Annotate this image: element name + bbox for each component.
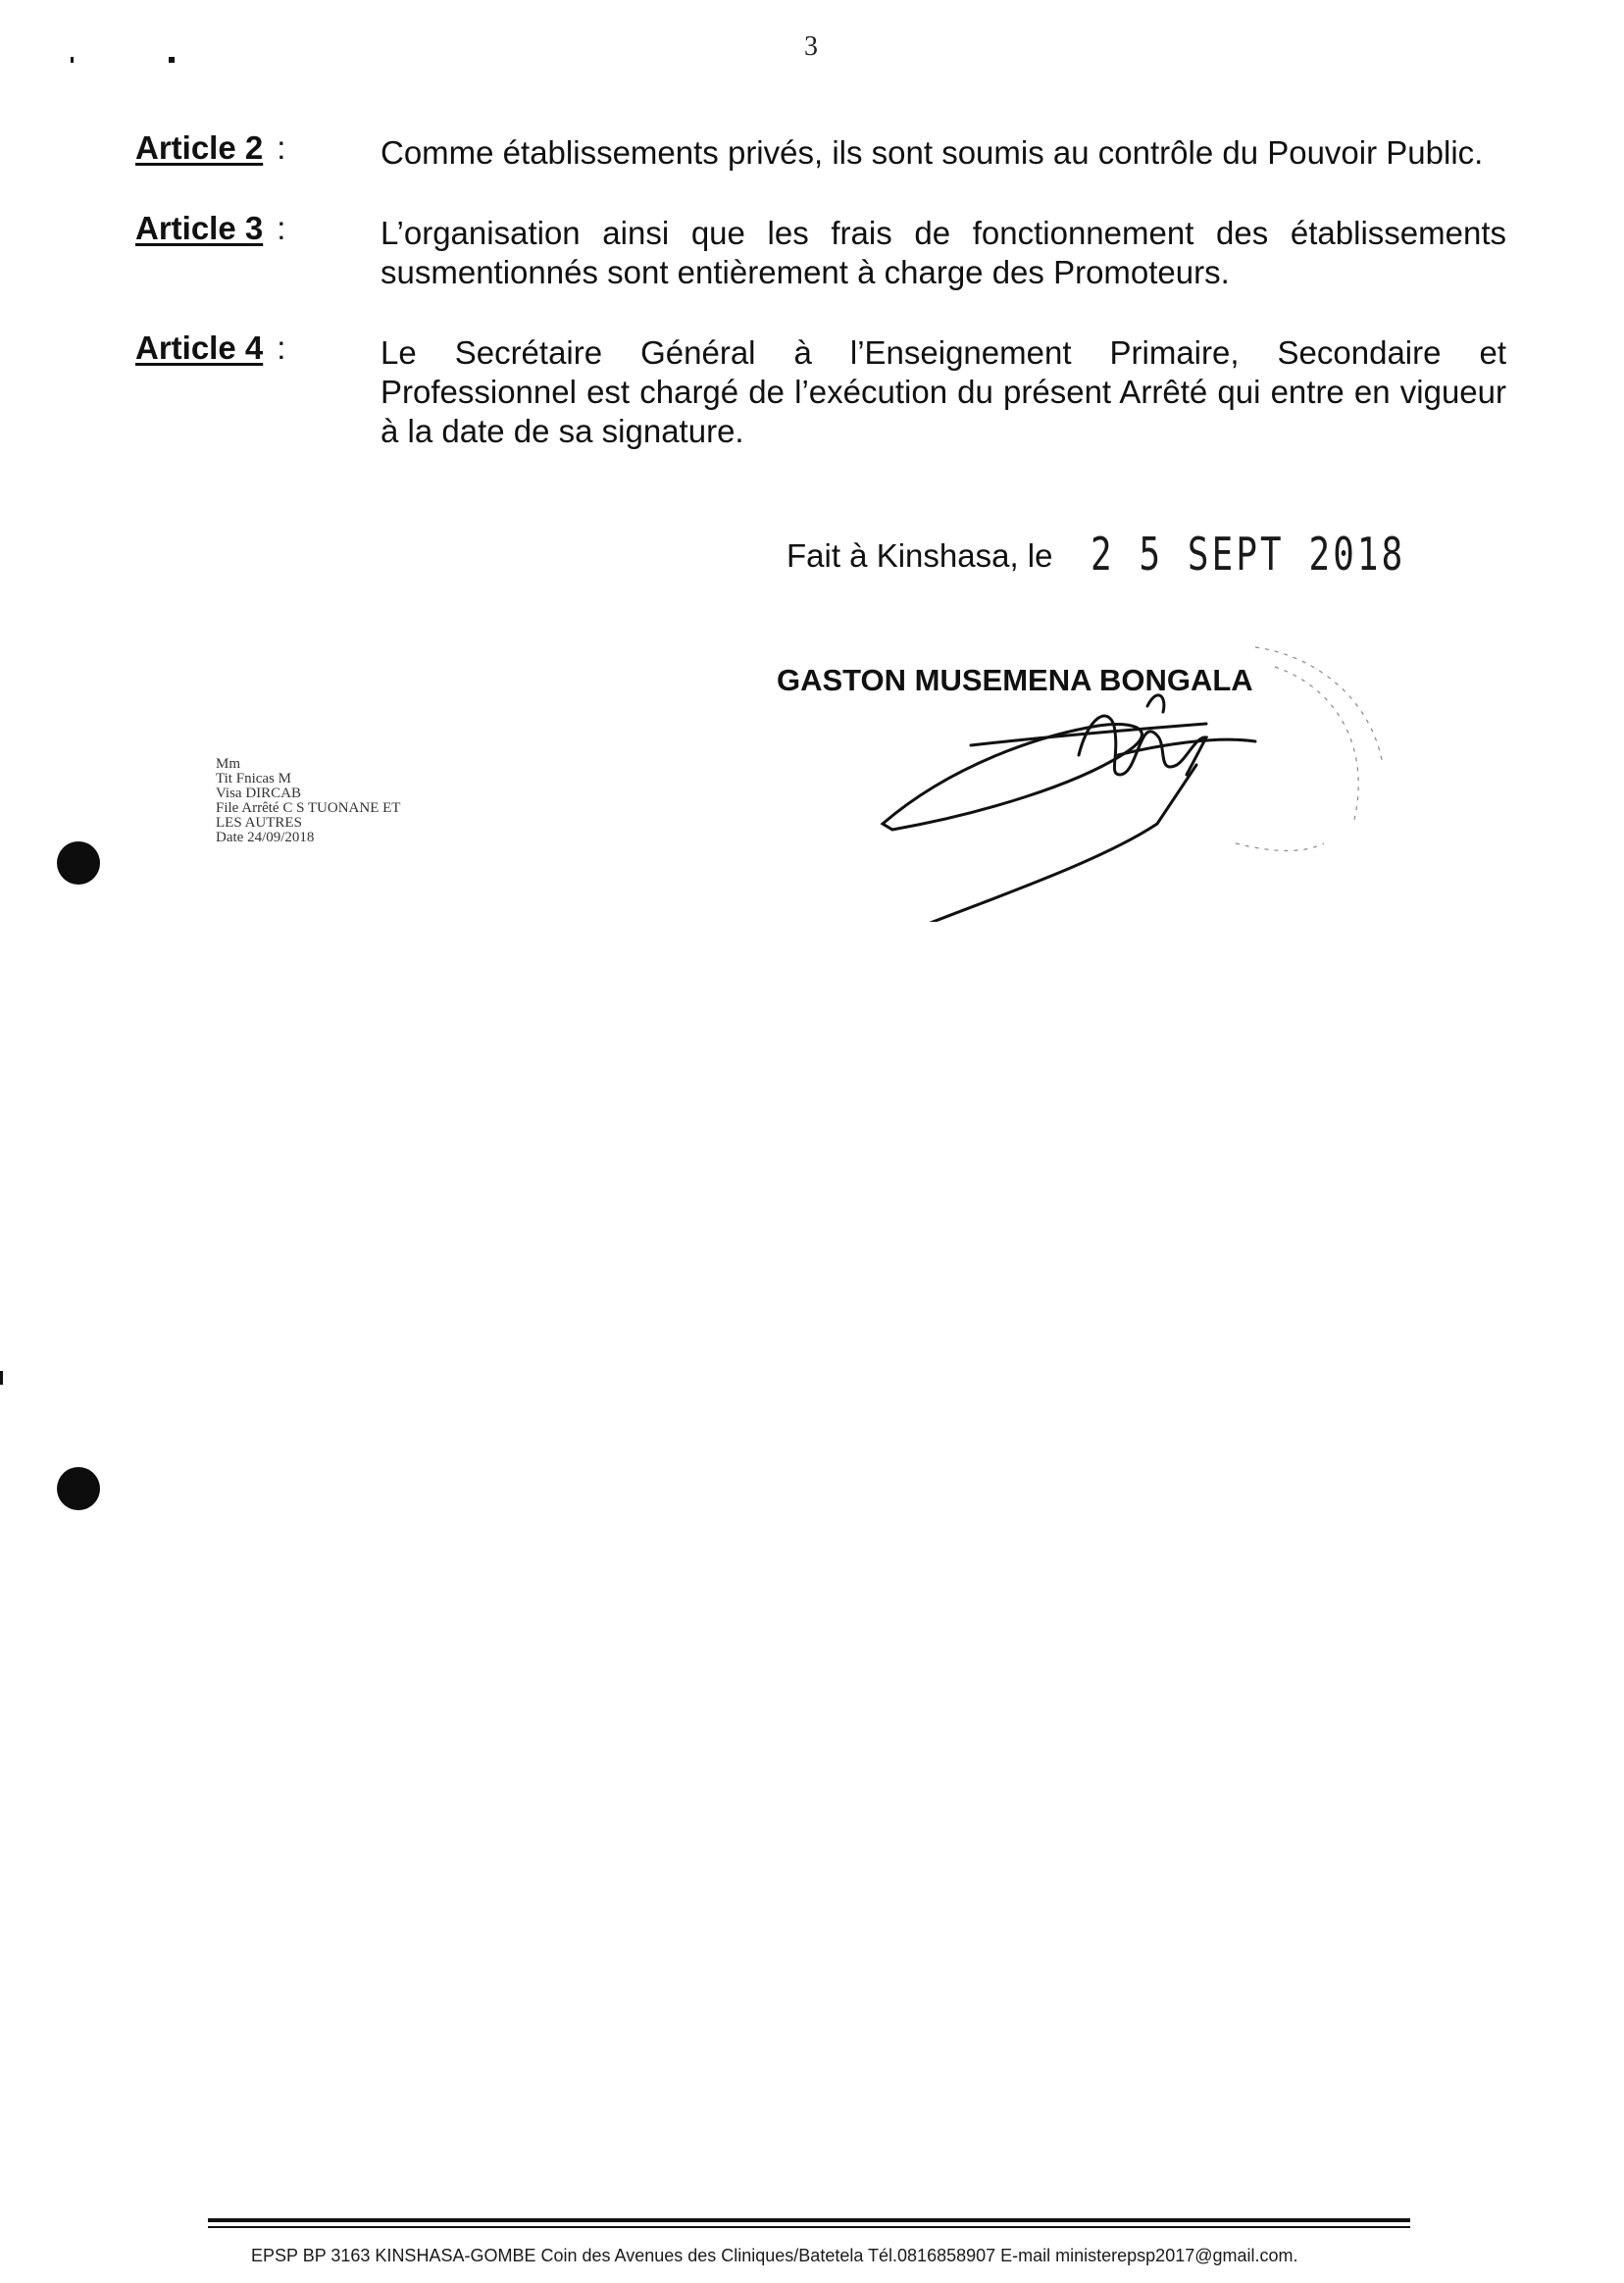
ref-line: Date 24/09/2018: [216, 830, 315, 845]
ref-line: Mm: [216, 756, 241, 772]
ref-line: File Arrêté C S TUONANE ET: [216, 800, 401, 816]
date-stamp: 2 5 SEPT 2018: [1091, 528, 1406, 581]
footer-address: EPSP BP 3163 KINSHASA-GOMBE Coin des Avenues des Cliniques/Batetela Tél.0816858907 E-mail ministerepsp2017@gmail.com.: [251, 2246, 1298, 2265]
scan-mark: [0, 1371, 3, 1385]
punch-hole: [57, 1467, 100, 1510]
article-label-text: Article 3: [135, 210, 264, 246]
article-2-label: [135, 129, 285, 167]
article-3-text: L’organisation ainsi que les frais de fonctionnement des établissements susmentionnés sont entièrement à charge des Promoteurs.: [381, 215, 1506, 290]
article-3-label: [135, 210, 285, 247]
punch-hole: [57, 841, 100, 885]
article-colon: :: [277, 330, 286, 366]
signatory-name: GASTON MUSEMENA BONGALA: [777, 663, 1253, 697]
ref-line: Visa DIRCAB: [216, 786, 302, 801]
footer-rule: [208, 2218, 1410, 2222]
ref-line: LES AUTRES: [216, 815, 302, 831]
article-label-text: Article 4: [135, 330, 264, 366]
place-line: Fait à Kinshasa, le: [787, 537, 1053, 574]
scan-speck: [169, 57, 175, 63]
ref-line: Tit Fnicas M: [216, 771, 291, 786]
article-colon: :: [277, 210, 286, 246]
footer-rule: [208, 2226, 1410, 2228]
page-number: 3: [804, 31, 818, 62]
handwritten-signature: [863, 628, 1393, 922]
article-4-text: Le Secrétaire Général à l’Enseignement Primaire, Secondaire et Professionnel est chargé de l’exécution du présent Arrêté qui entre en vigueur à la date de sa signature.: [381, 334, 1506, 449]
article-colon: :: [277, 129, 286, 166]
article-label-text: Article 2: [135, 129, 264, 166]
article-4-label: [135, 330, 285, 367]
article-2-text: Comme établissements privés, ils sont soumis au contrôle du Pouvoir Public.: [381, 134, 1484, 171]
scan-speck: [71, 57, 74, 63]
reference-block: [216, 757, 400, 845]
